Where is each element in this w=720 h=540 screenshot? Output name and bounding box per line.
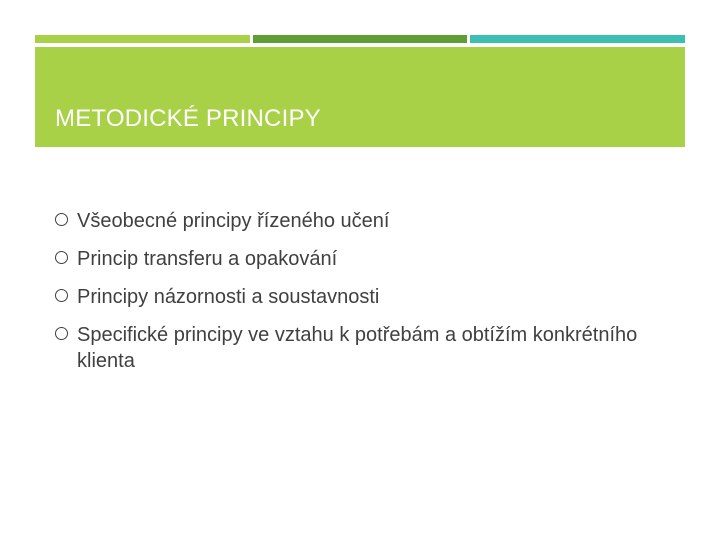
list-item-text: Princip transferu a opakování	[77, 248, 338, 270]
list-item	[55, 322, 675, 374]
list-item-text: Všeobecné principy řízeného učení	[77, 210, 390, 232]
circle-bullet-icon	[55, 289, 68, 302]
circle-bullet-icon	[55, 327, 68, 340]
list-item	[55, 284, 675, 310]
bullet-list	[55, 208, 675, 386]
circle-bullet-icon	[55, 251, 68, 264]
slide-title: METODICKÉ PRINCIPY	[55, 105, 321, 132]
circle-bullet-icon	[55, 213, 68, 226]
list-item-text: Principy názornosti a soustavnosti	[77, 286, 380, 308]
list-item	[55, 208, 675, 234]
list-item-text: Specifické principy ve vztahu k potřebám a obtížím konkrétního klienta	[77, 324, 638, 372]
list-item	[55, 246, 675, 272]
title-band	[35, 47, 685, 147]
accent-stripe-teal	[470, 35, 685, 43]
accent-stripe-dark-green	[253, 35, 467, 43]
accent-stripe-light-green	[35, 35, 250, 43]
